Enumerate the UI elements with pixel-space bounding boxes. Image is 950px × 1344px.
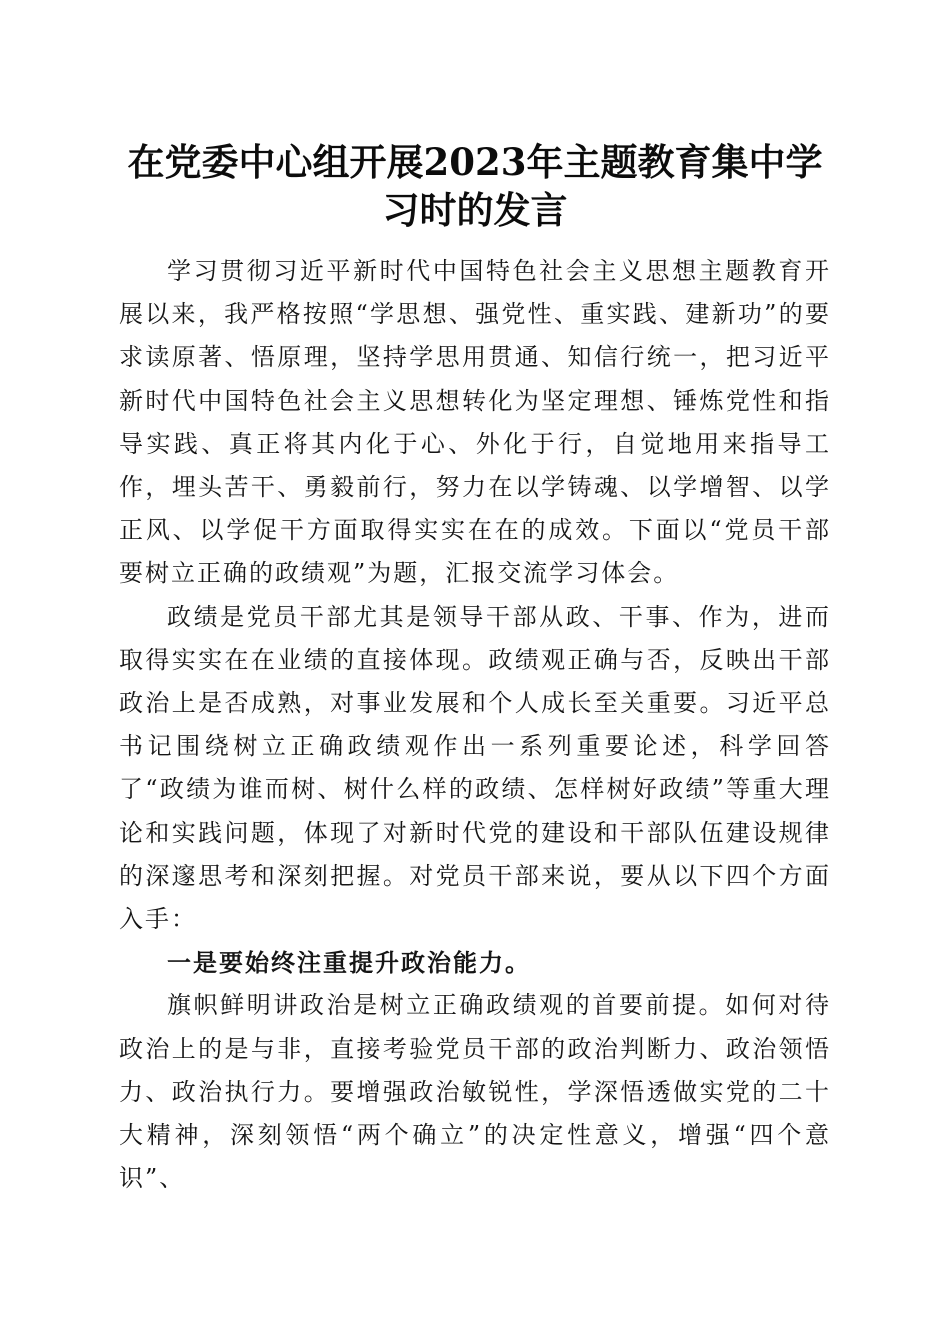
paragraph-political-ability: 旗帜鲜明讲政治是树立正确政绩观的首要前提。如何对待政治上的是与非，直接考验党员干部的政治判断力、政治领悟力、政治执行力。要增强政治敏锐性，学深悟透做实党的二十大精神，深刻领悟“两个确立”的决定性意义，增强“四个意识”、 <box>119 991 831 1193</box>
document-title: 在党委中心组开展2023年主题教育集中学习时的发言 <box>127 140 823 232</box>
document-body <box>119 250 831 1200</box>
paragraph-political-achievement: 政绩是党员干部尤其是领导干部从政、干事、作为，进而取得实实在在业绩的直接体现。政绩观正确与否，反映出干部政治上是否成熟，对事业发展和个人成长至关重要。习近平总书记围绕树立正确政绩观作出一系列重要论述，科学回答了“政绩为谁而树、树什么样的政绩、怎样树好政绩”等重大理论和实践问题，体现了对新时代党的建设和干部队伍建设规律的深邃思考和深刻把握。对党员干部来说，要从以下四个方面入手： <box>119 602 831 934</box>
section-heading-political-ability: 一是要始终注重提升政治能力。 <box>167 948 531 978</box>
paragraph-intro: 学习贯彻习近平新时代中国特色社会主义思想主题教育开展以来，我严格按照“学思想、强党性、重实践、建新功”的要求读原著、悟原理，坚持学思用贯通、知信行统一，把习近平新时代中国特色社会主义思想转化为坚定理想、锤炼党性和指导实践、真正将其内化于心、外化于行，自觉地用来指导工作，埋头苦干、勇毅前行，努力在以学铸魂、以学增智、以学正风、以学促干方面取得实实在在的成效。下面以“党员干部要树立正确的政绩观”为题，汇报交流学习体会。 <box>119 257 831 588</box>
